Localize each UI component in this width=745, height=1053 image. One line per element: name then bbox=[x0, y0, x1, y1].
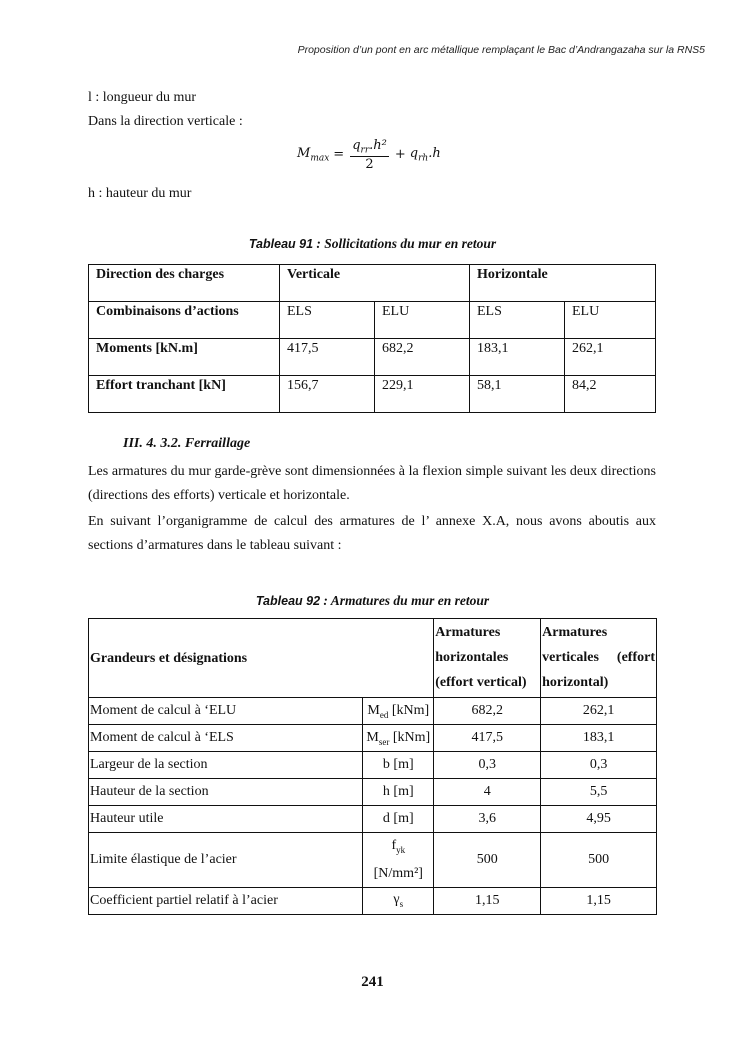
table-cell: 1,15 bbox=[541, 887, 657, 914]
table-cell: 500 bbox=[434, 833, 541, 888]
formula-plus: + bbox=[394, 147, 406, 163]
table-cell: 262,1 bbox=[541, 698, 657, 725]
table-cell bbox=[363, 806, 434, 833]
table-cell: ELS bbox=[470, 302, 565, 339]
table91-title: : Sollicitations du mur en retour bbox=[313, 236, 497, 251]
table-cell: Horizontale bbox=[470, 265, 656, 302]
table-row bbox=[89, 806, 657, 833]
formula-q2: q bbox=[409, 146, 419, 161]
table-cell: ELS bbox=[280, 302, 375, 339]
unit: [m] bbox=[389, 757, 414, 772]
table-cell: Combinaisons d’actions bbox=[89, 302, 280, 339]
table-cell bbox=[363, 887, 434, 914]
table-cell: Coefficient partiel relatif à l’acier bbox=[89, 887, 363, 914]
symbol: d bbox=[382, 811, 390, 826]
symbol: h bbox=[382, 784, 390, 799]
symbol-sub: yk bbox=[396, 844, 406, 855]
table-row bbox=[89, 619, 657, 698]
formula-q2-sub: rh bbox=[418, 153, 429, 164]
table-cell: 500 bbox=[541, 833, 657, 888]
page-number: 241 bbox=[361, 974, 384, 990]
symbol: f bbox=[391, 838, 397, 853]
table-cell: ELU bbox=[565, 302, 656, 339]
table-cell: 183,1 bbox=[470, 339, 565, 376]
table92-caption bbox=[0, 593, 745, 609]
table-cell: Limite élastique de l’acier bbox=[89, 833, 363, 888]
table-cell: 58,1 bbox=[470, 376, 565, 413]
table-row bbox=[89, 698, 657, 725]
table-cell: 1,15 bbox=[434, 887, 541, 914]
table-cell: Effort tranchant [kN] bbox=[89, 376, 280, 413]
table-cell: Hauteur utile bbox=[89, 806, 363, 833]
table-row bbox=[89, 376, 656, 413]
symbol-sub: ser bbox=[378, 736, 390, 747]
table-cell: 0,3 bbox=[434, 752, 541, 779]
table-cell: Grandeurs et désignations bbox=[89, 619, 434, 698]
unit: [N/mm²] bbox=[373, 865, 423, 881]
table-cell bbox=[363, 752, 434, 779]
table-cell: Largeur de la section bbox=[89, 752, 363, 779]
formula-lhs-sub: max bbox=[310, 153, 330, 164]
table-row bbox=[89, 302, 656, 339]
table-cell: Moment de calcul à ‘ELU bbox=[89, 698, 363, 725]
table-row bbox=[89, 887, 657, 914]
table91-label: Tableau 91 bbox=[248, 237, 314, 251]
table-cell bbox=[363, 725, 434, 752]
running-header: Proposition d’un pont en arc métallique remplaçant le Bac d’Andrangazaha sur la RNS5 bbox=[297, 44, 705, 56]
symbol: γ bbox=[393, 892, 400, 908]
section-paragraph-1: Les armatures du mur garde-grève sont dimensionnées à la flexion simple suivant les deux directions (directions des efforts) verticale et horizontale. bbox=[88, 464, 656, 503]
table-cell: 229,1 bbox=[375, 376, 470, 413]
table-cell bbox=[363, 833, 434, 888]
symbol: M bbox=[367, 702, 380, 718]
table-cell: ELU bbox=[375, 302, 470, 339]
table-cell: 682,2 bbox=[375, 339, 470, 376]
table-cell: Armatures verticales (effort horizontal) bbox=[541, 619, 657, 698]
symbol-sub: ed bbox=[379, 709, 389, 720]
table-cell: 84,2 bbox=[565, 376, 656, 413]
symbol: b bbox=[382, 757, 390, 772]
table91-caption bbox=[0, 236, 745, 252]
table-cell: 4 bbox=[434, 779, 541, 806]
table-row bbox=[89, 752, 657, 779]
table-row bbox=[89, 779, 657, 806]
table-row bbox=[89, 265, 656, 302]
formula-den: 2 bbox=[365, 156, 374, 172]
table-cell: Moment de calcul à ‘ELS bbox=[89, 725, 363, 752]
formula-num-rest: .h² bbox=[369, 138, 387, 153]
symbol-sub: s bbox=[399, 899, 404, 910]
table-cell: 262,1 bbox=[565, 339, 656, 376]
table-cell: Armatures horizontales (effort vertical) bbox=[434, 619, 541, 698]
table-cell: Direction des charges bbox=[89, 265, 280, 302]
symbol: M bbox=[366, 729, 379, 745]
table-cell: 3,6 bbox=[434, 806, 541, 833]
section-heading: III. 4. 3.2. Ferraillage bbox=[123, 436, 251, 451]
table92-label: Tableau 92 bbox=[255, 594, 321, 608]
formula-num-sub: rr bbox=[360, 145, 370, 156]
table-row bbox=[89, 833, 657, 888]
section-paragraph-2: En suivant l’organigramme de calcul des armatures de l’ annexe X.A, nous avons aboutis aux sections d’armatures dans le tableau suivant : bbox=[88, 514, 656, 553]
definition-h: h : hauteur du mur bbox=[88, 186, 192, 201]
table-cell: 0,3 bbox=[541, 752, 657, 779]
table-cell: 682,2 bbox=[434, 698, 541, 725]
table92-title: : Armatures du mur en retour bbox=[320, 593, 490, 608]
unit: [kNm] bbox=[389, 729, 431, 745]
definition-l: l : longueur du mur bbox=[88, 90, 197, 105]
moment-formula bbox=[297, 138, 441, 172]
formula-eq: = bbox=[333, 147, 345, 163]
table-row bbox=[89, 339, 656, 376]
unit: [m] bbox=[389, 784, 414, 799]
table-cell: Hauteur de la section bbox=[89, 779, 363, 806]
table-cell bbox=[363, 779, 434, 806]
table-cell: 5,5 bbox=[541, 779, 657, 806]
table-sollicitations bbox=[88, 264, 656, 413]
table-cell: 156,7 bbox=[280, 376, 375, 413]
table-cell: 183,1 bbox=[541, 725, 657, 752]
table-row bbox=[89, 725, 657, 752]
table-cell bbox=[363, 698, 434, 725]
formula-lhs: M bbox=[297, 146, 311, 161]
table-cell: 4,95 bbox=[541, 806, 657, 833]
table-cell: 417,5 bbox=[280, 339, 375, 376]
formula-fraction bbox=[350, 138, 389, 172]
table-armatures bbox=[88, 618, 657, 915]
table-cell: 417,5 bbox=[434, 725, 541, 752]
unit: [m] bbox=[389, 811, 414, 826]
formula-tail: .h bbox=[428, 146, 441, 161]
formula-num-q: q bbox=[352, 138, 361, 153]
direction-text: Dans la direction verticale : bbox=[88, 114, 243, 129]
table-cell: Moments [kN.m] bbox=[89, 339, 280, 376]
unit: [kNm] bbox=[388, 702, 430, 718]
table-cell: Verticale bbox=[280, 265, 470, 302]
